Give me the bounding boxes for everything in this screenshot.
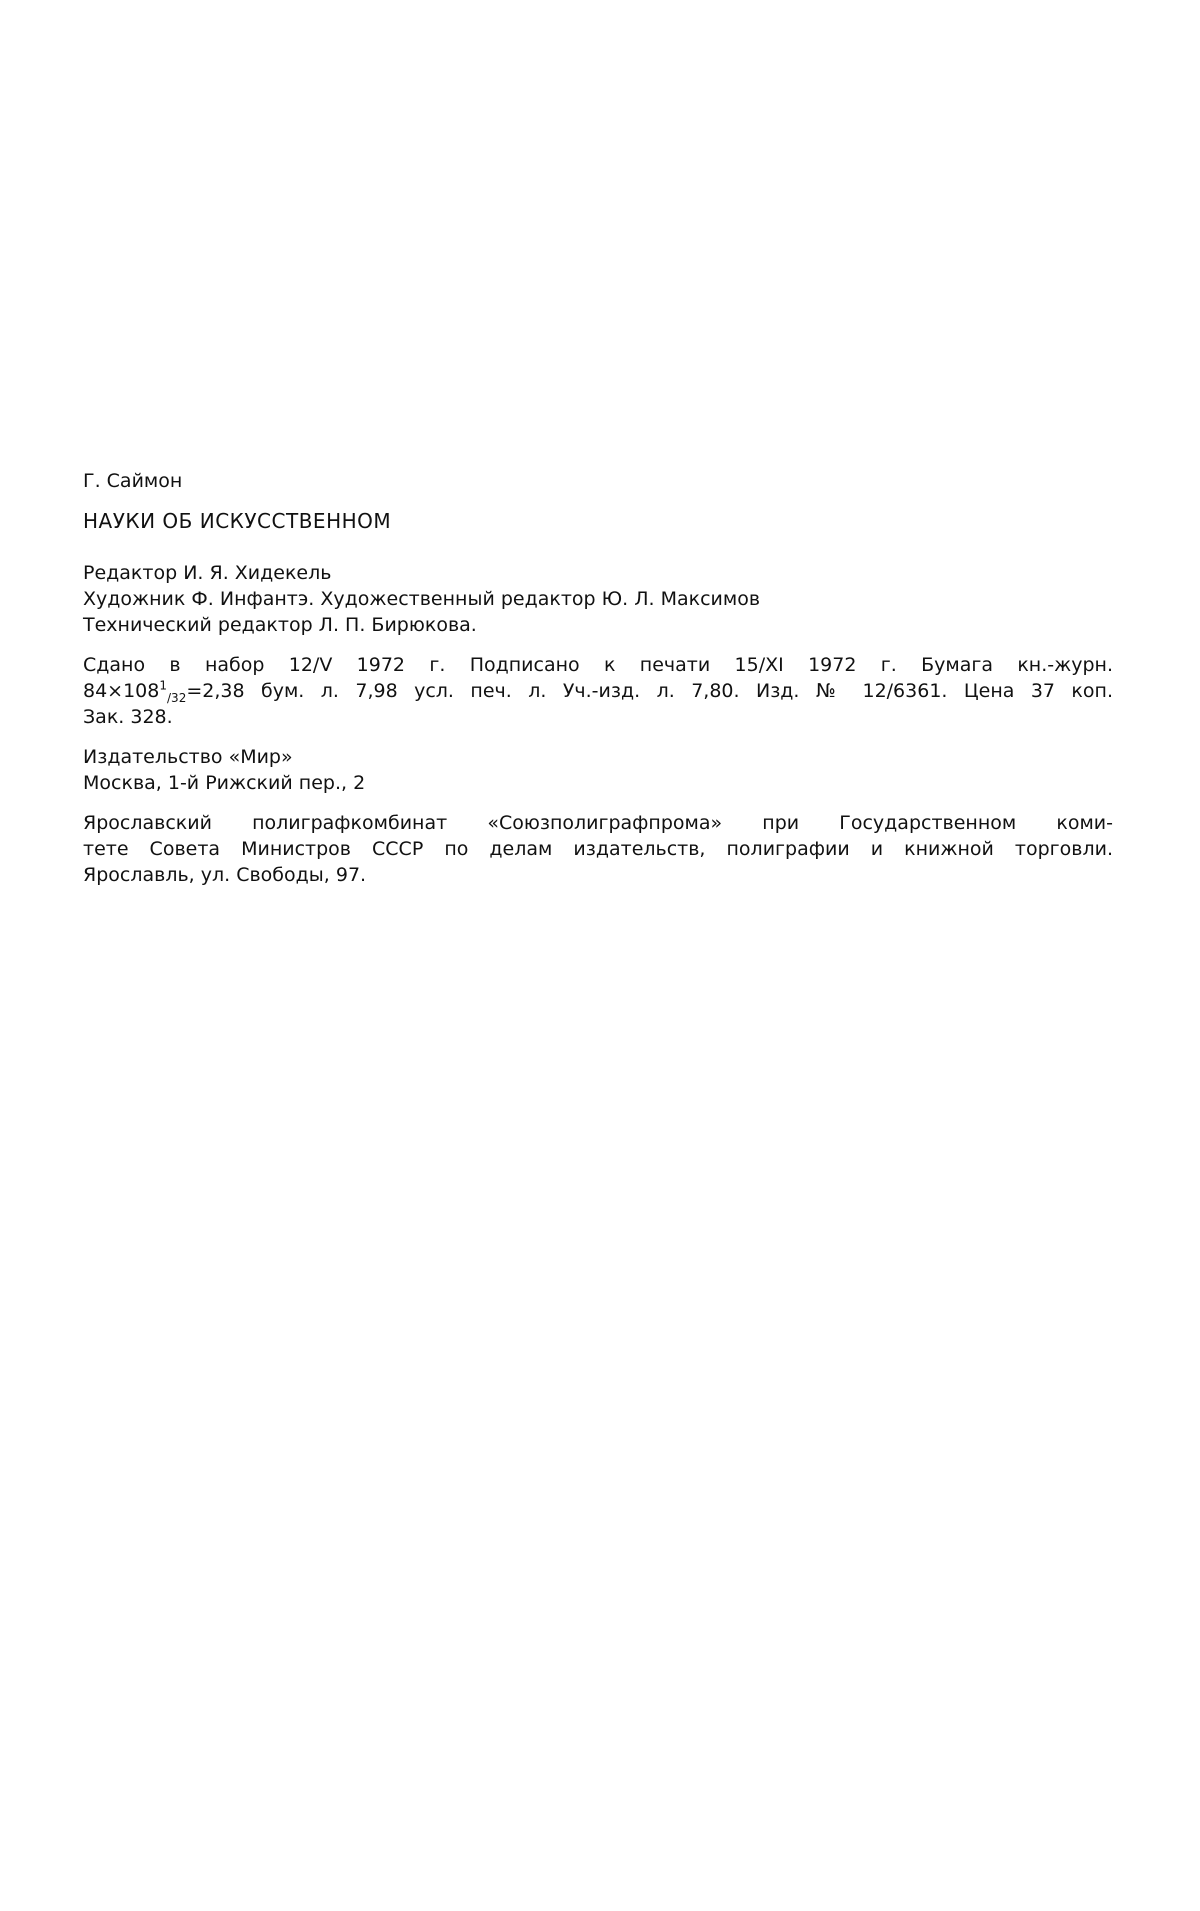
technical-editor-credit: Технический редактор Л. П. Бирюкова.: [83, 614, 477, 636]
print-info-line-1: Сдано в набор 12/V 1972 г. Подписано к печати 15/XI 1972 г. Бумага кн.-журн.: [83, 654, 1113, 676]
printer-info: [83, 810, 1113, 888]
print-info-line-2: [83, 678, 1113, 704]
publisher-name: Издательство «Мир»: [83, 746, 293, 768]
order-number: Зак. 328.: [83, 706, 173, 728]
printer-line-1: Ярославский полиграфкомбинат «Союзполиграфпрома» при Государственном коми-: [83, 812, 1113, 834]
book-title: НАУКИ ОБ ИСКУССТВЕННОМ: [83, 509, 392, 533]
printer-line-2: тете Совета Министров СССР по делам издательств, полиграфии и книжной торговли.: [83, 838, 1113, 860]
paper-format-sub: /32: [167, 690, 187, 705]
printer-address: Ярославль, ул. Свободы, 97.: [83, 864, 367, 886]
author-name: Г. Саймон: [83, 470, 183, 492]
paper-format-sup: 1: [159, 678, 168, 693]
print-info: [83, 652, 1113, 730]
publisher-info: [83, 744, 1113, 796]
editor-credit: Редактор И. Я. Хидекель: [83, 562, 332, 584]
print-specs: =2,38 бум. л. 7,98 усл. печ. л. Уч.-изд. л. 7,80. Изд. № 12/6361. Цена 37 коп.: [186, 680, 1113, 702]
artist-credit: Художник Ф. Инфантэ. Художественный редактор Ю. Л. Максимов: [83, 588, 761, 610]
colophon: [83, 468, 1113, 902]
staff-credits: [83, 560, 1113, 638]
publisher-address: Москва, 1-й Рижский пер., 2: [83, 772, 366, 794]
paper-format: 84×108: [83, 680, 160, 702]
